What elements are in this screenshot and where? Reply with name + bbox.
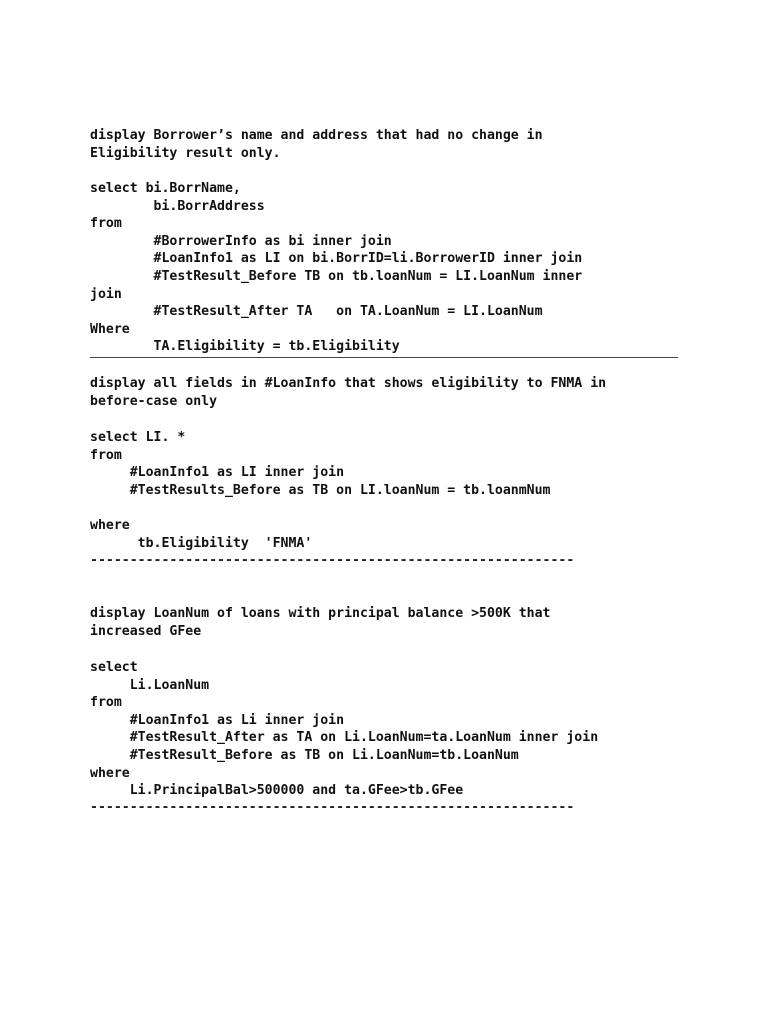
query3-sql: select Li.LoanNum from #LoanInfo1 as Li inner join #TestResult_After as TA on Li.LoanNum=ta.LoanNum inner join #TestResult_Before as TB on Li.LoanNum=tb.LoanNum where Li.PrincipalBal>500000 and ta.GFee>tb.GFee [90,660,599,799]
query2-sql: select LI. * from #LoanInfo1 as LI inner join #TestResults_Before as TB on LI.loanNum = tb.loanmNum where tb.Eligibility 'FNMA' [90,430,551,551]
query1-sql: select bi.BorrName, bi.BorrAddress from #BorrowerInfo as bi inner join #LoanInfo1 as LI on bi.BorrID=li.BorrowerID inner join #TestResult_Before TB on tb.loanNum = LI.LoanNum inner join #TestResult_After TA on TA.LoanNum = LI.LoanNum Where TA.Eligibility = tb.Eligibility [90,181,583,355]
query3-description: display LoanNum of loans with principal balance >500K that increased GFee [90,606,551,639]
query1-description: display Borrower’s name and address that had no change in Eligibility result only. [90,128,543,161]
section-divider-line [90,357,678,358]
query2-description: display all fields in #LoanInfo that shows eligibility to FNMA in before-case only [90,376,607,409]
query3-dashed-separator: ------------------------------------------------------------- [90,800,575,815]
query2-dashed-separator: ------------------------------------------------------------- [90,553,575,568]
